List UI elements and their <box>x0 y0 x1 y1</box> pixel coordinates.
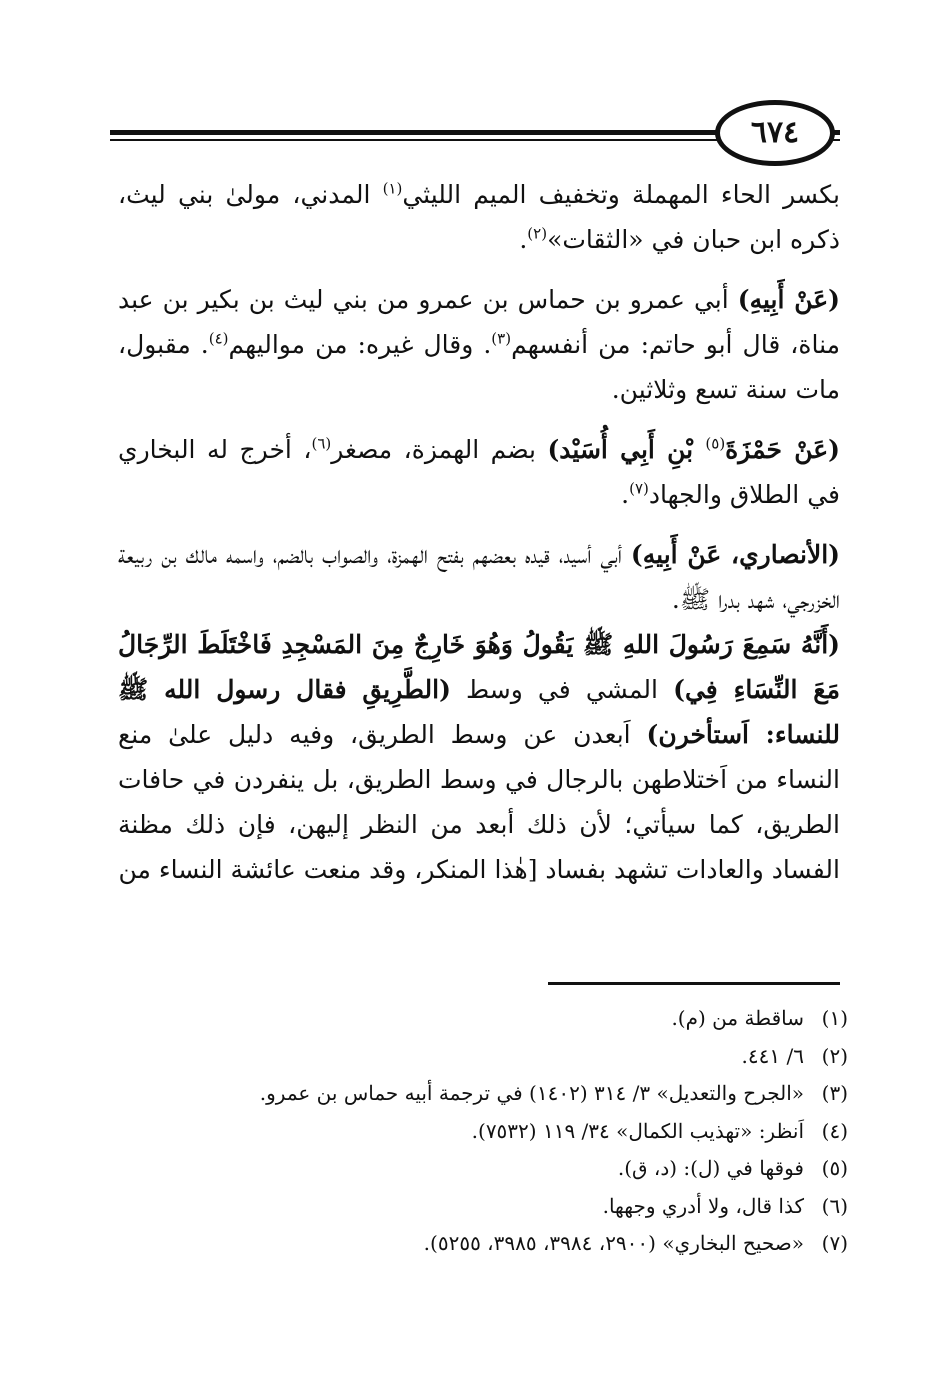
paragraph-text: اَبعدن عن وسط الطريق، وفيه دليل علىٰ منع النساء من اَختلاطهن بالرجال في وسط الطريق، بل ينفردن في حافات الطريق، كما سيأتي؛ لأن ذلك أبعد من النظر إليهن، فإن ذلك مظنة الفساد والعادات تشهد بفساد [هٰذا المنكر، وقد منعت عائشة النساء من <box>118 720 840 884</box>
paragraph-text: ، أخرج له البخاري في الطلاق والجهاد <box>118 435 840 509</box>
page-number: ٦٧٤ <box>715 100 835 166</box>
paragraph-text: أبي عمرو بن حماس بن عمرو من بني ليث بن بكير بن عبد مناة، قال أبو حاتم: من أنفسهم <box>118 285 841 359</box>
paragraph-text: بكسر الحاء المهملة وتخفيف الميم الليثي <box>402 180 840 209</box>
paragraph-text: المشي في وسط <box>450 675 674 704</box>
footnote <box>118 1225 848 1263</box>
footnote-number: (٥) <box>821 1156 848 1180</box>
footnote <box>118 1038 848 1076</box>
footnote-ref: (٥) <box>705 434 726 453</box>
footnote-text: «صحيح البخاري» (٢٩٠٠، ٣٩٨٤، ٣٩٨٥، ٥٢٥٥). <box>423 1231 804 1255</box>
footnote <box>118 1000 848 1038</box>
footnote-text: ٦/ ٤٤١. <box>741 1043 804 1068</box>
footnote-divider <box>548 982 840 985</box>
paragraph-text: . <box>621 480 630 509</box>
footnote-ref: (٢) <box>527 224 548 243</box>
paragraph-text: المدني، مولىٰ بني ليث، ذكره ابن حبان في «الثقات» <box>118 180 840 254</box>
footnote <box>118 1188 848 1226</box>
footnote-number: (١) <box>821 1006 848 1030</box>
footnote-ref: (١) <box>382 179 403 198</box>
main-text <box>118 172 840 892</box>
page-header <box>110 100 840 170</box>
hadith-quote: (عَنْ حَمْزَةَ <box>725 435 841 464</box>
paragraph-text: أبي أسيد، قيده بعضهم بفتح الهمزة، والصواب بالضم، واسمه مالك بن ربيعة الخزرجي، شهد بدرا ﷺ. <box>118 540 840 614</box>
paragraph-5 <box>118 622 840 892</box>
hadith-quote: بْنِ أَبِي أُسَيْد) <box>547 435 706 464</box>
footnote-ref: (٣) <box>491 329 512 348</box>
footnote <box>118 1113 848 1151</box>
footnote-text: فوقها في (ل): (د، ق). <box>617 1156 804 1180</box>
hadith-quote: (الأنصاري، عَنْ أَبِيهِ) <box>630 540 841 569</box>
footnote-number: (٤) <box>821 1118 848 1143</box>
footnote-number: (٦) <box>821 1193 848 1218</box>
footnote-ref: (٦) <box>311 434 332 453</box>
footnote <box>118 1075 848 1113</box>
footnote-text: كذا قال، ولا أدري وجهها. <box>602 1193 804 1218</box>
hadith-quote: (عَنْ أَبِيهِ) <box>737 285 840 314</box>
footnote-ref: (٤) <box>208 329 229 348</box>
footnote-text: اَنظر: «تهذيب الكمال» ٣٤/ ١١٩ (٧٥٣٢). <box>471 1118 804 1143</box>
paragraph-text: . وقال غيره: من مواليهم <box>228 330 492 359</box>
paragraph-4 <box>118 532 840 622</box>
hadith-quote: (الطَّرِيقِ فقال رسول الله ﷺ للنساء: اَستأخرن) <box>118 675 840 749</box>
footnote-number: (٣) <box>821 1081 848 1105</box>
hadith-quote: (أَنَّهُ سَمِعَ رَسُولَ اللهِ ﷺ يَقُولُ وَهُوَ خَارِجٌ مِنَ المَسْجِدِ فَاخْتَلَطَ الرِّجَالُ مَعَ النِّسَاءِ فِي) <box>118 630 840 704</box>
footnote-ref: (٧) <box>629 479 649 498</box>
paragraph-3 <box>118 427 840 517</box>
footnote <box>118 1150 848 1188</box>
paragraph-text: . <box>519 225 528 254</box>
paragraph-1 <box>118 172 840 262</box>
footnotes <box>118 1000 848 1263</box>
paragraph-text: بضم الهمزة، مصغر <box>331 435 548 464</box>
footnote-text: «الجرح والتعديل» ٣/ ٣١٤ (١٤٠٢) في ترجمة أبيه حماس بن عمرو. <box>259 1081 804 1105</box>
paragraph-text: . مقبول، مات سنة تسع وثلاثين. <box>118 330 840 404</box>
footnote-text: ساقطة من (م). <box>671 1006 804 1030</box>
paragraph-2 <box>118 277 840 412</box>
footnote-number: (٧) <box>821 1231 848 1255</box>
footnote-number: (٢) <box>821 1043 848 1068</box>
